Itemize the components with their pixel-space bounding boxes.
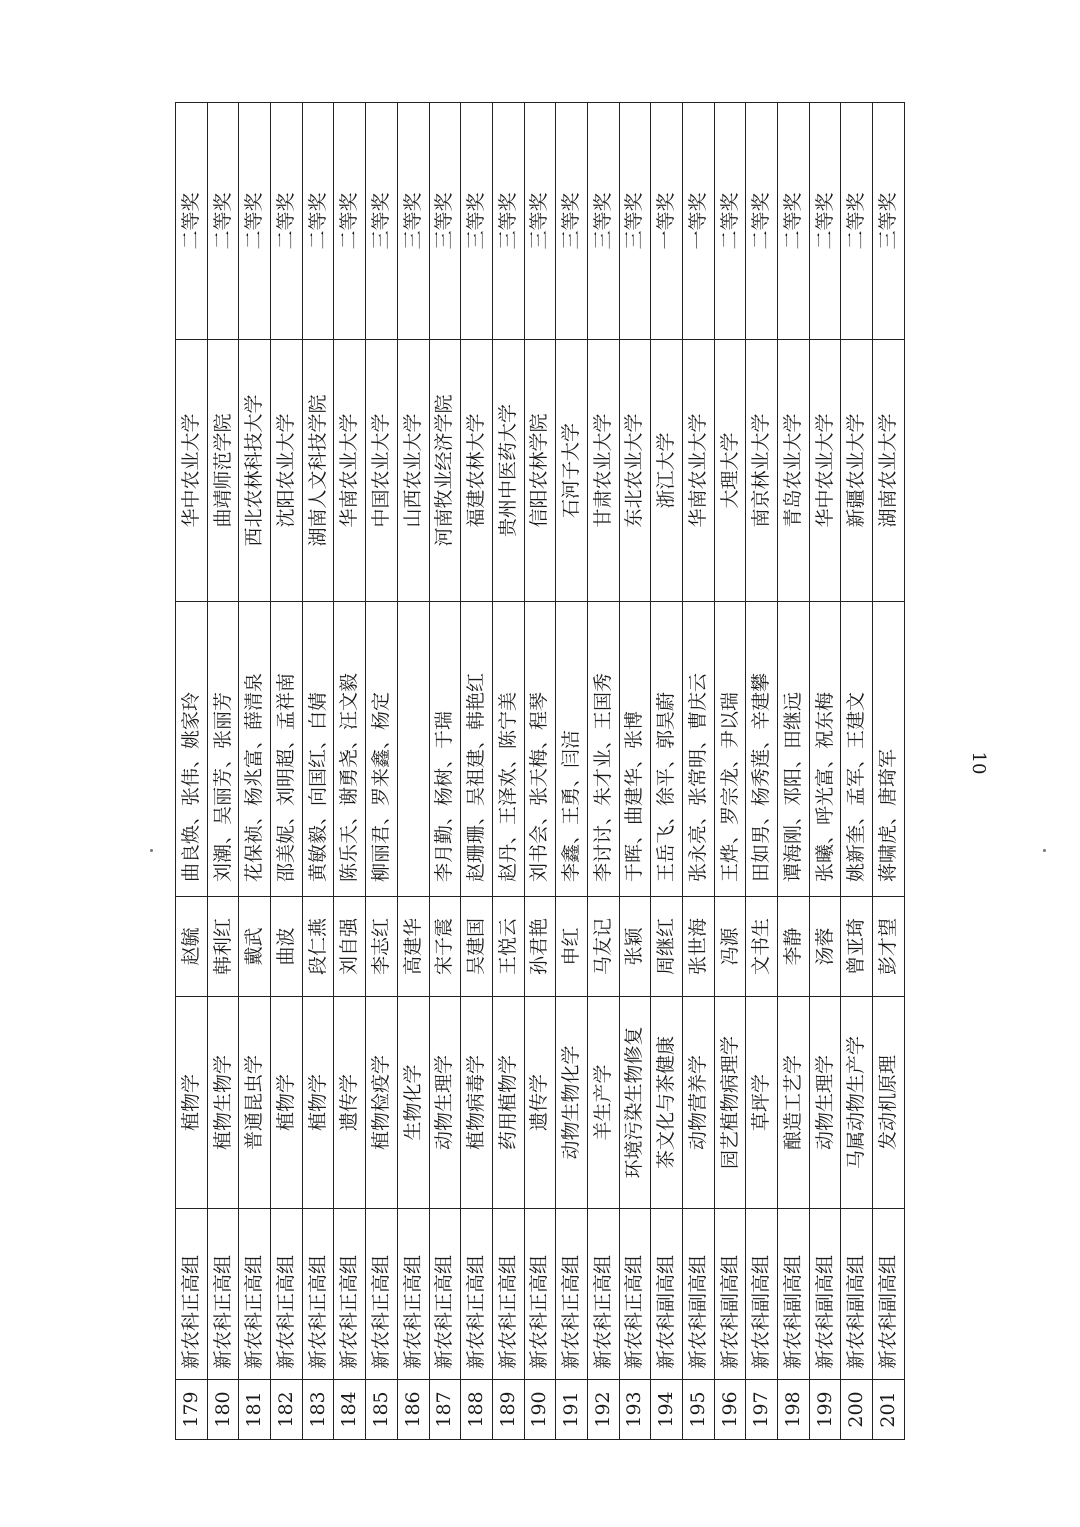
- table-row: [746, 103, 778, 1440]
- row-number-cell: 188: [461, 1380, 493, 1440]
- members-cell: 王烨、罗宗龙、尹以瑞: [714, 602, 746, 897]
- row-number-cell: 185: [366, 1380, 398, 1440]
- members-cell: 刘书会、张天梅、程琴: [524, 602, 556, 897]
- award-cell: 三等奖: [619, 103, 651, 340]
- subject-cell: 环境污染生物修复: [619, 997, 651, 1209]
- members-cell: 王岳飞、徐平、郭昊蔚: [651, 602, 683, 897]
- subject-cell: 园艺植物病理学: [714, 997, 746, 1209]
- subject-cell: 遗传学: [334, 997, 366, 1209]
- leader-cell: 吴建国: [461, 897, 493, 997]
- award-cell: 二等奖: [207, 103, 239, 340]
- table-row: [429, 103, 461, 1440]
- table-row: [556, 103, 588, 1440]
- table-row: [334, 103, 366, 1440]
- table-row: [524, 103, 556, 1440]
- row-number-cell: 187: [429, 1380, 461, 1440]
- school-cell: 山西农业大学: [397, 340, 429, 602]
- subject-cell: 药用植物学: [492, 997, 524, 1209]
- award-cell: 三等奖: [556, 103, 588, 340]
- leader-cell: 宋子震: [429, 897, 461, 997]
- award-cell: 三等奖: [524, 103, 556, 340]
- group-cell: 新农科正高组: [429, 1209, 461, 1380]
- school-cell: 东北农业大学: [619, 340, 651, 602]
- row-number-cell: 194: [651, 1380, 683, 1440]
- school-cell: 石河子大学: [556, 340, 588, 602]
- award-cell: 二等奖: [746, 103, 778, 340]
- award-cell: 一等奖: [651, 103, 683, 340]
- subject-cell: 羊生产学: [587, 997, 619, 1209]
- members-cell: 田如男、杨秀莲、辛建攀: [746, 602, 778, 897]
- award-cell: 二等奖: [271, 103, 303, 340]
- row-number-cell: 197: [746, 1380, 778, 1440]
- table-row: [271, 103, 303, 1440]
- leader-cell: 高建华: [397, 897, 429, 997]
- group-cell: 新农科正高组: [207, 1209, 239, 1380]
- table-row: [461, 103, 493, 1440]
- members-cell: 姚新奎、孟军、王建文: [841, 602, 873, 897]
- leader-cell: 韩利红: [207, 897, 239, 997]
- school-cell: 浙江大学: [651, 340, 683, 602]
- award-cell: 二等奖: [778, 103, 810, 340]
- award-table-body: [176, 103, 905, 1440]
- leader-cell: 赵毓: [176, 897, 208, 997]
- row-number-cell: 189: [492, 1380, 524, 1440]
- members-cell: 蒋啸虎、唐琦军: [873, 602, 905, 897]
- row-number-cell: 179: [176, 1380, 208, 1440]
- leader-cell: 冯源: [714, 897, 746, 997]
- row-number-cell: 198: [778, 1380, 810, 1440]
- school-cell: 甘肃农业大学: [587, 340, 619, 602]
- group-cell: 新农科副高组: [683, 1209, 715, 1380]
- leader-cell: 王悦云: [492, 897, 524, 997]
- award-cell: 一等奖: [683, 103, 715, 340]
- leader-cell: 李静: [778, 897, 810, 997]
- group-cell: 新农科正高组: [334, 1209, 366, 1380]
- members-cell: 陈乐天、谢勇尧、汪文毅: [334, 602, 366, 897]
- table-row: [809, 103, 841, 1440]
- subject-cell: 草坪学: [746, 997, 778, 1209]
- group-cell: 新农科正高组: [461, 1209, 493, 1380]
- award-cell: 二等奖: [239, 103, 271, 340]
- members-cell: 曲良焕、张伟、姚家玲: [176, 602, 208, 897]
- row-number-cell: 180: [207, 1380, 239, 1440]
- group-cell: 新农科正高组: [176, 1209, 208, 1380]
- table-row: [587, 103, 619, 1440]
- school-cell: 华中农业大学: [176, 340, 208, 602]
- group-cell: 新农科副高组: [746, 1209, 778, 1380]
- award-cell: 三等奖: [587, 103, 619, 340]
- school-cell: 西北农林科技大学: [239, 340, 271, 602]
- subject-cell: 植物学: [176, 997, 208, 1209]
- school-cell: 华中农业大学: [809, 340, 841, 602]
- scan-speck: [150, 849, 153, 852]
- school-cell: 中国农业大学: [366, 340, 398, 602]
- members-cell: 赵珊珊、吴祖建、韩艳红: [461, 602, 493, 897]
- leader-cell: 马友记: [587, 897, 619, 997]
- row-number-cell: 200: [841, 1380, 873, 1440]
- row-number-cell: 201: [873, 1380, 905, 1440]
- leader-cell: 彭才望: [873, 897, 905, 997]
- group-cell: 新农科副高组: [873, 1209, 905, 1380]
- members-cell: 黄敏毅、向国红、白婧: [302, 602, 334, 897]
- row-number-cell: 195: [683, 1380, 715, 1440]
- row-number-cell: 186: [397, 1380, 429, 1440]
- subject-cell: 动物生理学: [429, 997, 461, 1209]
- members-cell: 张曦、呼光富、祝东梅: [809, 602, 841, 897]
- row-number-cell: 184: [334, 1380, 366, 1440]
- group-cell: 新农科副高组: [651, 1209, 683, 1380]
- table-row: [841, 103, 873, 1440]
- school-cell: 南京林业大学: [746, 340, 778, 602]
- leader-cell: 文书生: [746, 897, 778, 997]
- row-number-cell: 192: [587, 1380, 619, 1440]
- table-row: [176, 103, 208, 1440]
- members-cell: [397, 602, 429, 897]
- leader-cell: 刘自强: [334, 897, 366, 997]
- group-cell: 新农科正高组: [619, 1209, 651, 1380]
- award-table-rotated: [175, 103, 899, 1440]
- row-number-cell: 199: [809, 1380, 841, 1440]
- award-cell: 三等奖: [873, 103, 905, 340]
- group-cell: 新农科正高组: [302, 1209, 334, 1380]
- school-cell: 湖南人文科技学院: [302, 340, 334, 602]
- subject-cell: 动物生理学: [809, 997, 841, 1209]
- group-cell: 新农科正高组: [239, 1209, 271, 1380]
- group-cell: 新农科正高组: [587, 1209, 619, 1380]
- members-cell: 柳丽君、罗来鑫、杨定: [366, 602, 398, 897]
- subject-cell: 植物病毒学: [461, 997, 493, 1209]
- leader-cell: 张颖: [619, 897, 651, 997]
- row-number-cell: 181: [239, 1380, 271, 1440]
- subject-cell: 动物生物化学: [556, 997, 588, 1209]
- subject-cell: 生物化学: [397, 997, 429, 1209]
- subject-cell: 普通昆虫学: [239, 997, 271, 1209]
- subject-cell: 马属动物生产学: [841, 997, 873, 1209]
- subject-cell: 茶文化与茶健康: [651, 997, 683, 1209]
- row-number-cell: 190: [524, 1380, 556, 1440]
- row-number-cell: 191: [556, 1380, 588, 1440]
- leader-cell: 曾亚琦: [841, 897, 873, 997]
- school-cell: 曲靖师范学院: [207, 340, 239, 602]
- members-cell: 谭海刚、邓阳、田继远: [778, 602, 810, 897]
- members-cell: 赵丹、王泽欢、陈宁美: [492, 602, 524, 897]
- leader-cell: 汤蓉: [809, 897, 841, 997]
- subject-cell: 植物检疫学: [366, 997, 398, 1209]
- group-cell: 新农科正高组: [366, 1209, 398, 1380]
- group-cell: 新农科正高组: [556, 1209, 588, 1380]
- leader-cell: 周继红: [651, 897, 683, 997]
- members-cell: 刘潮、吴丽芳、张丽芳: [207, 602, 239, 897]
- table-row: [397, 103, 429, 1440]
- school-cell: 新疆农业大学: [841, 340, 873, 602]
- row-number-cell: 183: [302, 1380, 334, 1440]
- group-cell: 新农科副高组: [809, 1209, 841, 1380]
- award-cell: 二等奖: [176, 103, 208, 340]
- leader-cell: 曲波: [271, 897, 303, 997]
- table-row: [778, 103, 810, 1440]
- leader-cell: 李志红: [366, 897, 398, 997]
- members-cell: 李讨讨、朱才业、王国秀: [587, 602, 619, 897]
- school-cell: 华南农业大学: [683, 340, 715, 602]
- members-cell: 张永亮、张常明、曹庆云: [683, 602, 715, 897]
- school-cell: 福建农林大学: [461, 340, 493, 602]
- table-row: [619, 103, 651, 1440]
- subject-cell: 动物营养学: [683, 997, 715, 1209]
- award-cell: 三等奖: [429, 103, 461, 340]
- group-cell: 新农科副高组: [778, 1209, 810, 1380]
- row-number-cell: 196: [714, 1380, 746, 1440]
- members-cell: 花保祯、杨兆富、薛清泉: [239, 602, 271, 897]
- leader-cell: 孙君艳: [524, 897, 556, 997]
- award-cell: 三等奖: [492, 103, 524, 340]
- subject-cell: 植物学: [302, 997, 334, 1209]
- school-cell: 河南牧业经济学院: [429, 340, 461, 602]
- group-cell: 新农科正高组: [524, 1209, 556, 1380]
- subject-cell: 遗传学: [524, 997, 556, 1209]
- school-cell: 华南农业大学: [334, 340, 366, 602]
- school-cell: 青岛农业大学: [778, 340, 810, 602]
- leader-cell: 戴武: [239, 897, 271, 997]
- table-row: [873, 103, 905, 1440]
- school-cell: 大理大学: [714, 340, 746, 602]
- table-row: [239, 103, 271, 1440]
- award-cell: 三等奖: [397, 103, 429, 340]
- award-cell: 二等奖: [334, 103, 366, 340]
- school-cell: 贵州中医药大学: [492, 340, 524, 602]
- award-table: [175, 102, 905, 1440]
- subject-cell: 植物生物学: [207, 997, 239, 1209]
- row-number-cell: 193: [619, 1380, 651, 1440]
- group-cell: 新农科正高组: [397, 1209, 429, 1380]
- award-cell: 三等奖: [461, 103, 493, 340]
- subject-cell: 植物学: [271, 997, 303, 1209]
- row-number-cell: 182: [271, 1380, 303, 1440]
- school-cell: 湖南农业大学: [873, 340, 905, 602]
- scan-speck: [1043, 849, 1046, 852]
- table-row: [714, 103, 746, 1440]
- table-row: [366, 103, 398, 1440]
- table-row: [683, 103, 715, 1440]
- members-cell: 李鑫、王勇、闫洁: [556, 602, 588, 897]
- leader-cell: 申红: [556, 897, 588, 997]
- group-cell: 新农科副高组: [841, 1209, 873, 1380]
- table-row: [302, 103, 334, 1440]
- group-cell: 新农科副高组: [714, 1209, 746, 1380]
- award-cell: 二等奖: [714, 103, 746, 340]
- members-cell: 李月勤、杨树、于瑞: [429, 602, 461, 897]
- award-cell: 二等奖: [841, 103, 873, 340]
- leader-cell: 张世海: [683, 897, 715, 997]
- subject-cell: 酿造工艺学: [778, 997, 810, 1209]
- members-cell: 邵美妮、刘明超、孟祥南: [271, 602, 303, 897]
- group-cell: 新农科正高组: [271, 1209, 303, 1380]
- award-cell: 二等奖: [302, 103, 334, 340]
- page-number: 10: [968, 751, 989, 775]
- award-cell: 二等奖: [809, 103, 841, 340]
- members-cell: 于晖、曲建华、张博: [619, 602, 651, 897]
- table-row: [207, 103, 239, 1440]
- group-cell: 新农科正高组: [492, 1209, 524, 1380]
- subject-cell: 发动机原理: [873, 997, 905, 1209]
- table-row: [492, 103, 524, 1440]
- award-cell: 三等奖: [366, 103, 398, 340]
- leader-cell: 段仁燕: [302, 897, 334, 997]
- school-cell: 信阳农林学院: [524, 340, 556, 602]
- table-row: [651, 103, 683, 1440]
- school-cell: 沈阳农业大学: [271, 340, 303, 602]
